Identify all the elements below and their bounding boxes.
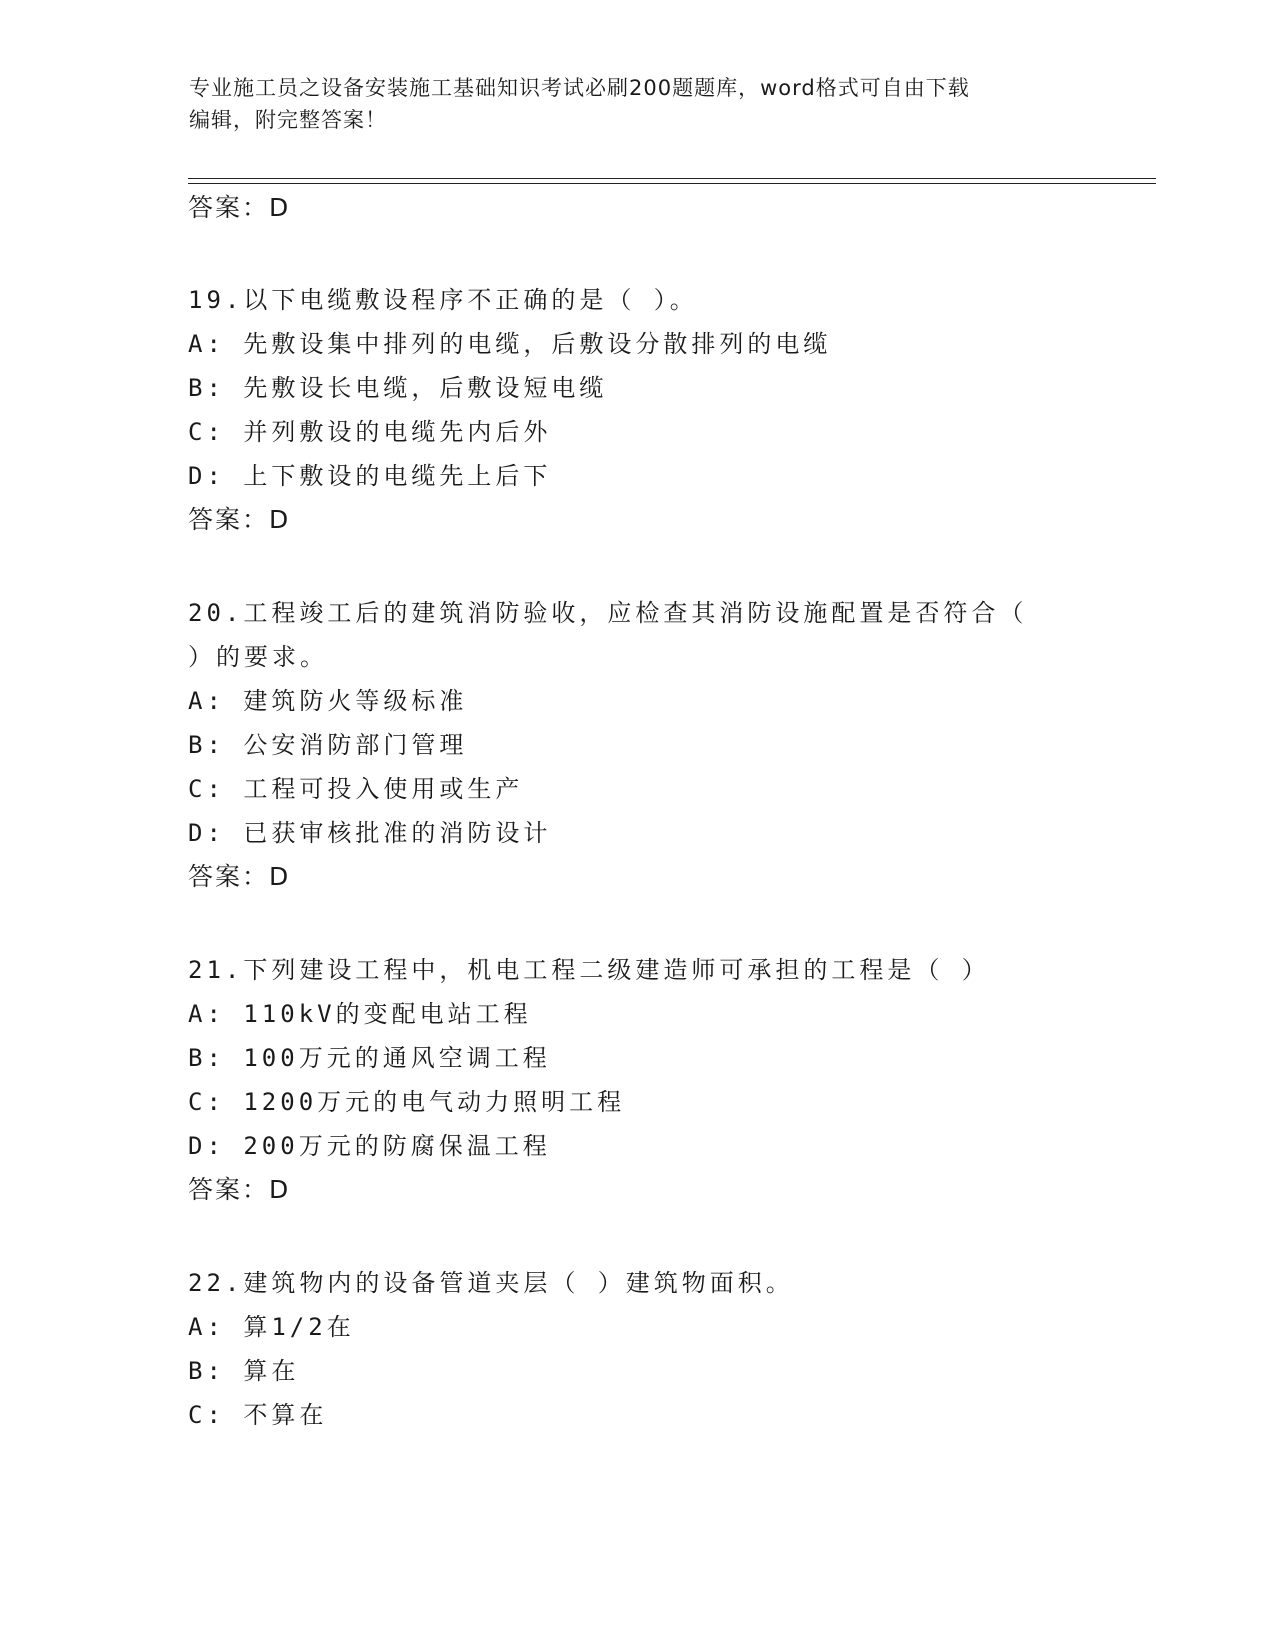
question-22-stem: 22.建筑物内的设备管道夹层（ ）建筑物面积。	[188, 1269, 794, 1297]
question-20-option-b: B: 公安消防部门管理	[188, 731, 468, 759]
question-22-option-b: B: 算在	[188, 1357, 300, 1385]
question-19-option-c: C: 并列敷设的电缆先内后外	[188, 418, 552, 446]
question-20-stem-line-2: ）的要求。	[188, 643, 328, 671]
header-title-line-2: 编辑，附完整答案！	[189, 108, 387, 132]
question-19-stem: 19.以下电缆敷设程序不正确的是（ ）。	[188, 286, 698, 314]
question-21-option-a: A: 110kV的变配电站工程	[188, 1000, 532, 1028]
question-21-option-c: C: 1200万元的电气动力照明工程	[188, 1088, 626, 1116]
question-20-option-a: A: 建筑防火等级标准	[188, 687, 468, 715]
question-21-stem: 21.下列建设工程中，机电工程二级建造师可承担的工程是（ ）	[188, 956, 990, 984]
question-22-option-c: C: 不算在	[188, 1401, 328, 1429]
question-20-stem-line-1: 20.工程竣工后的建筑消防验收，应检查其消防设施配置是否符合（	[188, 599, 1028, 627]
header-divider-bottom	[188, 183, 1156, 184]
question-22-option-a: A: 算1/2在	[188, 1313, 355, 1341]
question-20-option-c: C: 工程可投入使用或生产	[188, 775, 524, 803]
header-title-line-1: 专业施工员之设备安装施工基础知识考试必刷200题题库，word格式可自由下载	[189, 76, 970, 100]
previous-answer: 答案：D	[188, 193, 291, 222]
question-21-answer: 答案：D	[188, 1175, 291, 1204]
document-header	[189, 72, 1089, 136]
question-19-option-d: D: 上下敷设的电缆先上后下	[188, 462, 552, 490]
question-19-answer: 答案：D	[188, 505, 291, 534]
header-divider-top	[188, 178, 1156, 179]
question-21-option-b: B: 100万元的通风空调工程	[188, 1044, 551, 1072]
question-21-option-d: D: 200万元的防腐保温工程	[188, 1132, 551, 1160]
question-19-option-a: A: 先敷设集中排列的电缆，后敷设分散排列的电缆	[188, 330, 832, 358]
question-20-answer: 答案：D	[188, 862, 291, 891]
question-19-option-b: B: 先敷设长电缆，后敷设短电缆	[188, 374, 608, 402]
question-20-option-d: D: 已获审核批准的消防设计	[188, 819, 552, 847]
